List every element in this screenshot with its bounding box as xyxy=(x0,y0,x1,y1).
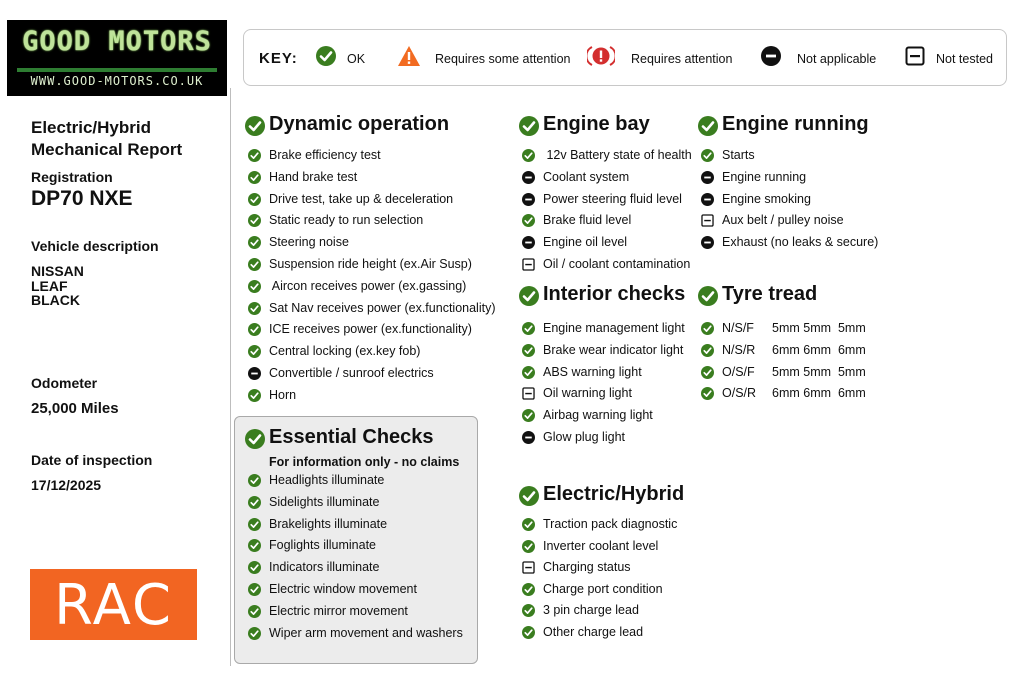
check-item-label: N/S/R xyxy=(722,342,756,357)
check-icon xyxy=(245,116,265,136)
vehicle-description-label: Vehicle description xyxy=(31,238,159,254)
check-item-label: O/S/F xyxy=(722,364,755,379)
check-icon xyxy=(248,302,261,315)
section-title-interior: Interior checks xyxy=(543,283,686,305)
check-icon xyxy=(519,486,539,506)
check-item-label: Electric mirror movement xyxy=(269,603,408,618)
check-item-label: Engine smoking xyxy=(722,191,811,206)
check-item-label: Engine oil level xyxy=(543,235,628,250)
odometer-value: 25,000 Miles xyxy=(31,400,119,417)
check-item-label: Drive test, take up & deceleration xyxy=(269,191,454,206)
key-not-tested-label: Not tested xyxy=(936,52,993,66)
good-motors-logo xyxy=(7,20,227,96)
check-icon xyxy=(698,116,718,136)
inspection-date-value: 17/12/2025 xyxy=(31,477,102,493)
section-title-engine-running: Engine running xyxy=(722,113,869,135)
check-item-label: Charge port condition xyxy=(543,581,663,596)
check-item-label: Airbag warning light xyxy=(543,408,653,423)
minus-circle-icon xyxy=(701,171,714,184)
report-title xyxy=(31,117,226,161)
vehicle-make: NISSAN xyxy=(31,263,84,279)
check-icon xyxy=(248,389,261,402)
check-icon xyxy=(248,236,261,249)
check-icon xyxy=(522,518,535,531)
check-item-label: Coolant system xyxy=(543,169,630,184)
tyre-tread-values: 5mm 5mm 5mm xyxy=(772,364,866,379)
check-item-label: Static ready to run selection xyxy=(269,213,424,228)
key-some-attention-label: Requires some attention xyxy=(435,52,571,66)
check-icon xyxy=(519,286,539,306)
check-item-label: N/S/F xyxy=(722,321,754,335)
minus-circle-icon xyxy=(522,171,535,184)
check-icon xyxy=(248,171,261,184)
check-icon xyxy=(316,46,336,66)
minus-square-icon xyxy=(701,214,714,227)
essential-checks-note: For information only - no claims xyxy=(269,455,460,469)
check-icon xyxy=(248,149,261,162)
section-title-engine-bay: Engine bay xyxy=(543,113,650,135)
check-icon xyxy=(701,149,714,162)
minus-circle-icon xyxy=(522,193,535,206)
inspection-date-label: Date of inspection xyxy=(31,452,153,468)
check-icon xyxy=(522,626,535,639)
rac-logo xyxy=(30,569,197,640)
minus-square-icon xyxy=(522,387,535,400)
check-icon xyxy=(522,540,535,553)
rac-logo-text: RAC xyxy=(53,573,174,638)
minus-circle-icon xyxy=(701,236,714,249)
minus-square-icon xyxy=(522,561,535,574)
logo-name: GOOD MOTORS xyxy=(22,26,212,57)
check-item-label: Glow plug light xyxy=(543,430,625,444)
logo-url: WWW.GOOD-MOTORS.CO.UK xyxy=(30,74,204,88)
registration-label: Registration xyxy=(31,169,113,185)
check-item-label: Other charge lead xyxy=(543,625,644,639)
section-title-tyre: Tyre tread xyxy=(722,283,818,305)
check-item-label: Aux belt / pulley noise xyxy=(722,213,844,228)
check-icon xyxy=(701,387,714,400)
check-item-label: Power steering fluid level xyxy=(543,191,682,206)
report-title-line2: Mechanical Report xyxy=(31,140,183,159)
check-item-label: Brake efficiency test xyxy=(269,148,381,162)
check-item-label: Sidelights illuminate xyxy=(269,494,380,509)
check-item-label: 12v Battery state of health xyxy=(543,148,692,162)
check-icon xyxy=(522,214,535,227)
check-item-label: Traction pack diagnostic xyxy=(543,517,678,531)
check-item-label: Wiper arm movement and washers xyxy=(269,625,463,640)
warning-triangle-icon xyxy=(397,45,421,67)
check-icon xyxy=(248,561,261,574)
check-item-label: Foglights illuminate xyxy=(269,538,376,553)
check-item-label: Hand brake test xyxy=(269,169,358,184)
check-item-label: Convertible / sunroof electrics xyxy=(269,366,434,380)
check-icon xyxy=(522,583,535,596)
check-icon xyxy=(248,280,261,293)
check-icon xyxy=(701,344,714,357)
minus-square-icon xyxy=(522,258,535,271)
check-item-label: O/S/R xyxy=(722,386,757,401)
odometer-label: Odometer xyxy=(31,375,98,391)
vehicle-description xyxy=(31,264,84,308)
check-icon xyxy=(522,322,535,335)
check-icon xyxy=(248,518,261,531)
tyre-tread-values: 6mm 6mm 6mm xyxy=(772,386,866,401)
check-item-label: ICE receives power (ex.functionality) xyxy=(269,322,472,337)
check-icon xyxy=(248,583,261,596)
check-icon xyxy=(522,604,535,617)
check-item-label: Aircon receives power (ex.gassing) xyxy=(269,278,467,293)
minus-circle-icon xyxy=(248,367,261,380)
check-item-label: Steering noise xyxy=(269,235,349,250)
check-icon xyxy=(248,496,261,509)
check-item-label: Suspension ride height (ex.Air Susp) xyxy=(269,257,472,271)
check-icon xyxy=(248,474,261,487)
key-attention-label: Requires attention xyxy=(631,52,733,66)
check-item-label: ABS warning light xyxy=(543,364,642,379)
check-icon xyxy=(248,605,261,618)
section-title-dynamic: Dynamic operation xyxy=(269,113,450,135)
minus-circle-icon xyxy=(761,46,781,66)
check-item-label: Brake wear indicator light xyxy=(543,342,684,357)
key-title: KEY: xyxy=(259,50,298,67)
key-ok-label: OK xyxy=(347,52,366,66)
check-icon xyxy=(519,116,539,136)
vehicle-colour: BLACK xyxy=(31,292,80,308)
check-icon xyxy=(248,539,261,552)
report-title-line1: Electric/Hybrid xyxy=(31,118,151,137)
check-icon xyxy=(698,286,718,306)
check-icon xyxy=(701,366,714,379)
check-icon xyxy=(522,344,535,357)
check-item-label: Exhaust (no leaks & secure) xyxy=(722,235,879,250)
check-item-label: Engine running xyxy=(722,169,807,184)
check-item-label: Oil / coolant contamination xyxy=(543,257,691,271)
minus-circle-icon xyxy=(701,193,714,206)
check-icon xyxy=(248,345,261,358)
tyre-tread-values: 5mm 5mm 5mm xyxy=(772,321,866,335)
minus-circle-icon xyxy=(522,431,535,444)
check-icon xyxy=(245,429,265,449)
check-item-label: Indicators illuminate xyxy=(269,560,380,575)
check-icon xyxy=(248,323,261,336)
check-item-label: Central locking (ex.key fob) xyxy=(269,344,421,359)
alert-icon xyxy=(587,45,615,67)
logo-divider xyxy=(17,68,217,72)
check-item-label: Charging status xyxy=(543,560,631,575)
check-item-label: Brakelights illuminate xyxy=(269,516,388,531)
check-icon xyxy=(522,149,535,162)
check-icon xyxy=(701,322,714,335)
check-icon xyxy=(522,409,535,422)
check-item-label: Brake fluid level xyxy=(543,213,632,228)
check-icon xyxy=(248,627,261,640)
check-icon xyxy=(248,193,261,206)
check-icon xyxy=(248,214,261,227)
registration-value: DP70 NXE xyxy=(31,187,133,210)
check-item-label: Starts xyxy=(722,148,755,162)
minus-circle-icon xyxy=(522,236,535,249)
tyre-tread-values: 6mm 6mm 6mm xyxy=(772,342,866,357)
check-item-label: Oil warning light xyxy=(543,386,632,401)
column-divider xyxy=(230,88,231,666)
section-title-essential: Essential Checks xyxy=(269,426,434,448)
vehicle-model: LEAF xyxy=(31,277,68,294)
check-item-label: Headlights illuminate xyxy=(269,473,385,487)
key-not-applicable-label: Not applicable xyxy=(797,52,877,66)
check-item-label: Electric window movement xyxy=(269,582,417,596)
check-item-label: Horn xyxy=(269,387,297,402)
check-item-label: Inverter coolant level xyxy=(543,538,659,553)
section-title-electric: Electric/Hybrid xyxy=(543,483,685,505)
minus-square-icon xyxy=(905,46,925,66)
check-item-label: 3 pin charge lead xyxy=(543,603,639,618)
check-item-label: Engine management light xyxy=(543,321,685,335)
check-icon xyxy=(248,258,261,271)
check-item-label: Sat Nav receives power (ex.functionality) xyxy=(269,300,496,315)
check-icon xyxy=(522,366,535,379)
